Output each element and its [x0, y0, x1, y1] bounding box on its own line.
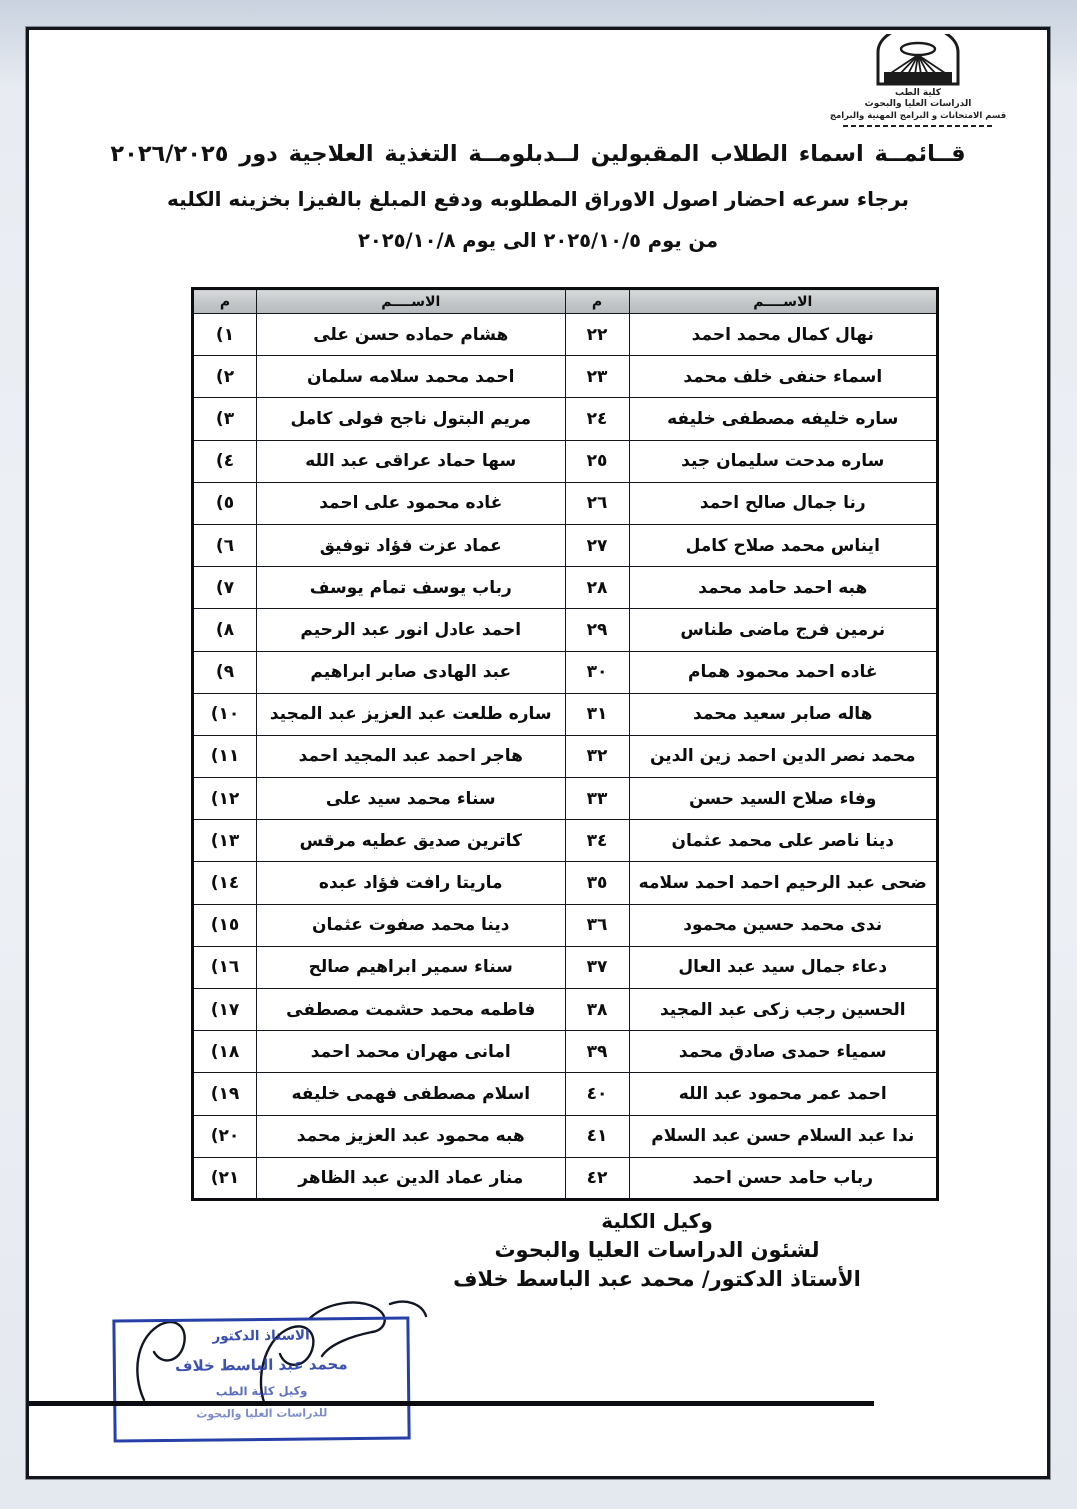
table-row — [193, 524, 938, 566]
cell-name-right: عبد الهادى صابر ابراهيم — [257, 651, 566, 693]
table-row — [193, 1115, 938, 1157]
cell-num-right: ٨) — [193, 609, 257, 651]
cell-num-left: ٢٨ — [565, 567, 629, 609]
page-title: قــائمــة اسماء الطلاب المقبولين لــدبلومــة التغذية العلاجية دور ٢٠٢٦/٢٠٢٥ — [110, 141, 966, 167]
cell-name-right: مريم البتول ناجح فولى كامل — [257, 398, 566, 440]
table-row — [193, 314, 938, 356]
letterhead-divider — [843, 125, 993, 127]
cell-num-right: ٣) — [193, 398, 257, 440]
header-num-right: م — [193, 289, 257, 314]
table-row — [193, 398, 938, 440]
cell-name-left: دينا ناصر على محمد عثمان — [629, 820, 938, 862]
cell-num-left: ٤٢ — [565, 1157, 629, 1199]
cell-num-right: ١٠) — [193, 693, 257, 735]
letterhead-subdepartment: قسم الامتحانات و البرامج المهنية والبرامج — [829, 110, 1007, 121]
cell-num-right: ١٩) — [193, 1073, 257, 1115]
university-crest-icon — [872, 34, 964, 86]
document-page — [26, 27, 1050, 1479]
cell-name-right: دينا محمد صفوت عثمان — [257, 904, 566, 946]
cell-num-left: ٢٢ — [565, 314, 629, 356]
table-row — [193, 1031, 938, 1073]
signature-department: لشئون الدراسات العليا والبحوث — [494, 1237, 820, 1262]
letterhead-faculty: كلية الطب — [895, 88, 941, 98]
cell-name-left: وفاء صلاح السيد حسن — [629, 778, 938, 820]
cell-name-right: احمد عادل انور عبد الرحيم — [257, 609, 566, 651]
roster-table-container — [194, 287, 939, 1201]
cell-num-left: ٤١ — [565, 1115, 629, 1157]
cell-num-right: ١٢) — [193, 778, 257, 820]
table-row — [193, 693, 938, 735]
table-row — [193, 946, 938, 988]
cell-name-right: كاترين صديق عطيه مرقس — [257, 820, 566, 862]
cell-num-left: ٣٤ — [565, 820, 629, 862]
cell-name-right: غاده محمود على احمد — [257, 482, 566, 524]
table-body — [193, 314, 938, 1200]
table-header-row — [193, 289, 938, 314]
table-row — [193, 778, 938, 820]
cell-num-right: ٢) — [193, 356, 257, 398]
cell-num-left: ٢٤ — [565, 398, 629, 440]
cell-name-left: دعاء جمال سيد عبد العال — [629, 946, 938, 988]
cell-num-right: ٢١) — [193, 1157, 257, 1199]
cell-name-left: ضحى عبد الرحيم احمد احمد سلامه — [629, 862, 938, 904]
cell-num-left: ٣٠ — [565, 651, 629, 693]
cell-num-left: ٢٩ — [565, 609, 629, 651]
table-row — [193, 989, 938, 1031]
cell-name-left: نهال كمال محمد احمد — [629, 314, 938, 356]
table-header — [193, 289, 938, 314]
cell-num-right: ١) — [193, 314, 257, 356]
signature-role: وكيل الكلية — [601, 1209, 713, 1233]
cell-name-right: منار عماد الدين عبد الظاهر — [257, 1157, 566, 1199]
cell-num-left: ٣٣ — [565, 778, 629, 820]
cell-num-right: ٦) — [193, 524, 257, 566]
cell-name-left: ندا عبد السلام حسن عبد السلام — [629, 1115, 938, 1157]
cell-name-right: عماد عزت فؤاد توفيق — [257, 524, 566, 566]
table-row — [193, 651, 938, 693]
header-name-left: الاســــم — [629, 289, 938, 314]
cell-num-right: ١٤) — [193, 862, 257, 904]
cell-name-left: سمياء حمدى صادق محمد — [629, 1031, 938, 1073]
cell-num-left: ٢٣ — [565, 356, 629, 398]
cell-name-right: احمد محمد سلامه سلمان — [257, 356, 566, 398]
roster-table — [191, 287, 939, 1201]
table-row — [193, 862, 938, 904]
cell-name-left: رنا جمال صالح احمد — [629, 482, 938, 524]
cell-num-right: ٥) — [193, 482, 257, 524]
cell-name-right: ماريتا رافت فؤاد عبده — [257, 862, 566, 904]
cell-name-right: ساره طلعت عبد العزيز عبد المجيد — [257, 693, 566, 735]
cell-name-left: ساره خليفه مصطفى خليفه — [629, 398, 938, 440]
cell-num-right: ١٣) — [193, 820, 257, 862]
cell-name-left: ساره مدحت سليمان جيد — [629, 440, 938, 482]
cell-num-left: ٣١ — [565, 693, 629, 735]
cell-name-left: احمد عمر محمود عبد الله — [629, 1073, 938, 1115]
cell-name-right: رباب يوسف تمام يوسف — [257, 567, 566, 609]
table-row — [193, 440, 938, 482]
cell-num-right: ١٥) — [193, 904, 257, 946]
stamp-role: وكيل كلية الطب — [215, 1383, 308, 1399]
cell-num-left: ٣٨ — [565, 989, 629, 1031]
cell-name-right: امانى مهران محمد احمد — [257, 1031, 566, 1073]
date-range-text: من يوم ٢٠٢٥/١٠/٥ الى يوم ٢٠٢٥/١٠/٨ — [357, 228, 719, 252]
letterhead-department: الدراسات العليا والبحوث — [864, 99, 972, 110]
scan-artifact-line — [29, 1401, 874, 1406]
table-row — [193, 904, 938, 946]
instruction-text: برجاء سرعه احضار اصول الاوراق المطلوبه ودفع المبلغ بالفيزا بخزينه الكليه — [167, 186, 909, 211]
title-block — [99, 138, 977, 255]
cell-num-left: ٢٥ — [565, 440, 629, 482]
cell-num-left: ٣٦ — [565, 904, 629, 946]
table-row — [193, 735, 938, 777]
cell-name-left: ندى محمد حسين محمود — [629, 904, 938, 946]
cell-name-left: هاله صابر سعيد محمد — [629, 693, 938, 735]
cell-name-right: هبه محمود عبد العزيز محمد — [257, 1115, 566, 1157]
cell-num-left: ٣٥ — [565, 862, 629, 904]
header-name-right: الاســــم — [257, 289, 566, 314]
cell-num-left: ٤٠ — [565, 1073, 629, 1115]
cell-name-right: اسلام مصطفى فهمى خليفه — [257, 1073, 566, 1115]
cell-num-left: ٣٢ — [565, 735, 629, 777]
cell-num-right: ١١) — [193, 735, 257, 777]
table-row — [193, 1157, 938, 1199]
table-row — [193, 482, 938, 524]
cell-name-left: غاده احمد محمود همام — [629, 651, 938, 693]
cell-num-right: ٢٠) — [193, 1115, 257, 1157]
official-stamp — [112, 1316, 410, 1442]
signature-name: الأستاذ الدكتور/ محمد عبد الباسط خلاف — [453, 1266, 861, 1291]
cell-num-left: ٣٩ — [565, 1031, 629, 1073]
cell-name-left: اسماء حنفى خلف محمد — [629, 356, 938, 398]
cell-num-right: ٩) — [193, 651, 257, 693]
cell-num-right: ٤) — [193, 440, 257, 482]
cell-name-right: سها حماد عراقى عبد الله — [257, 440, 566, 482]
cell-num-left: ٢٧ — [565, 524, 629, 566]
cell-name-left: رباب حامد حسن احمد — [629, 1157, 938, 1199]
cell-name-right: فاطمه محمد حشمت مصطفى — [257, 989, 566, 1031]
table-row — [193, 820, 938, 862]
cell-num-right: ١٦) — [193, 946, 257, 988]
cell-name-left: الحسين رجب زكى عبد المجيد — [629, 989, 938, 1031]
cell-name-right: هشام حماده حسن على — [257, 314, 566, 356]
cell-name-left: هبه احمد حامد محمد — [629, 567, 938, 609]
stamp-department: للدراسات العليا والبحوث — [196, 1406, 328, 1421]
stamp-name: محمد عبد الباسط خلاف — [175, 1355, 348, 1375]
table-row — [193, 1073, 938, 1115]
cell-name-left: محمد نصر الدين احمد زين الدين — [629, 735, 938, 777]
cell-num-left: ٢٦ — [565, 482, 629, 524]
cell-num-right: ١٧) — [193, 989, 257, 1031]
table-row — [193, 567, 938, 609]
cell-name-right: سناء محمد سيد على — [257, 778, 566, 820]
signature-block — [417, 1208, 897, 1294]
table-row — [193, 609, 938, 651]
cell-name-left: نرمين فرج ماضى طناس — [629, 609, 938, 651]
cell-name-right: هاجر احمد عبد المجيد احمد — [257, 735, 566, 777]
cell-num-right: ١٨) — [193, 1031, 257, 1073]
cell-name-left: ايناس محمد صلاح كامل — [629, 524, 938, 566]
letterhead — [803, 34, 1033, 127]
header-num-left: م — [565, 289, 629, 314]
cell-num-right: ٧) — [193, 567, 257, 609]
cell-name-right: سناء سمير ابراهيم صالح — [257, 946, 566, 988]
stamp-title: الاستاذ الدكتور — [212, 1327, 310, 1345]
table-row — [193, 356, 938, 398]
cell-num-left: ٣٧ — [565, 946, 629, 988]
